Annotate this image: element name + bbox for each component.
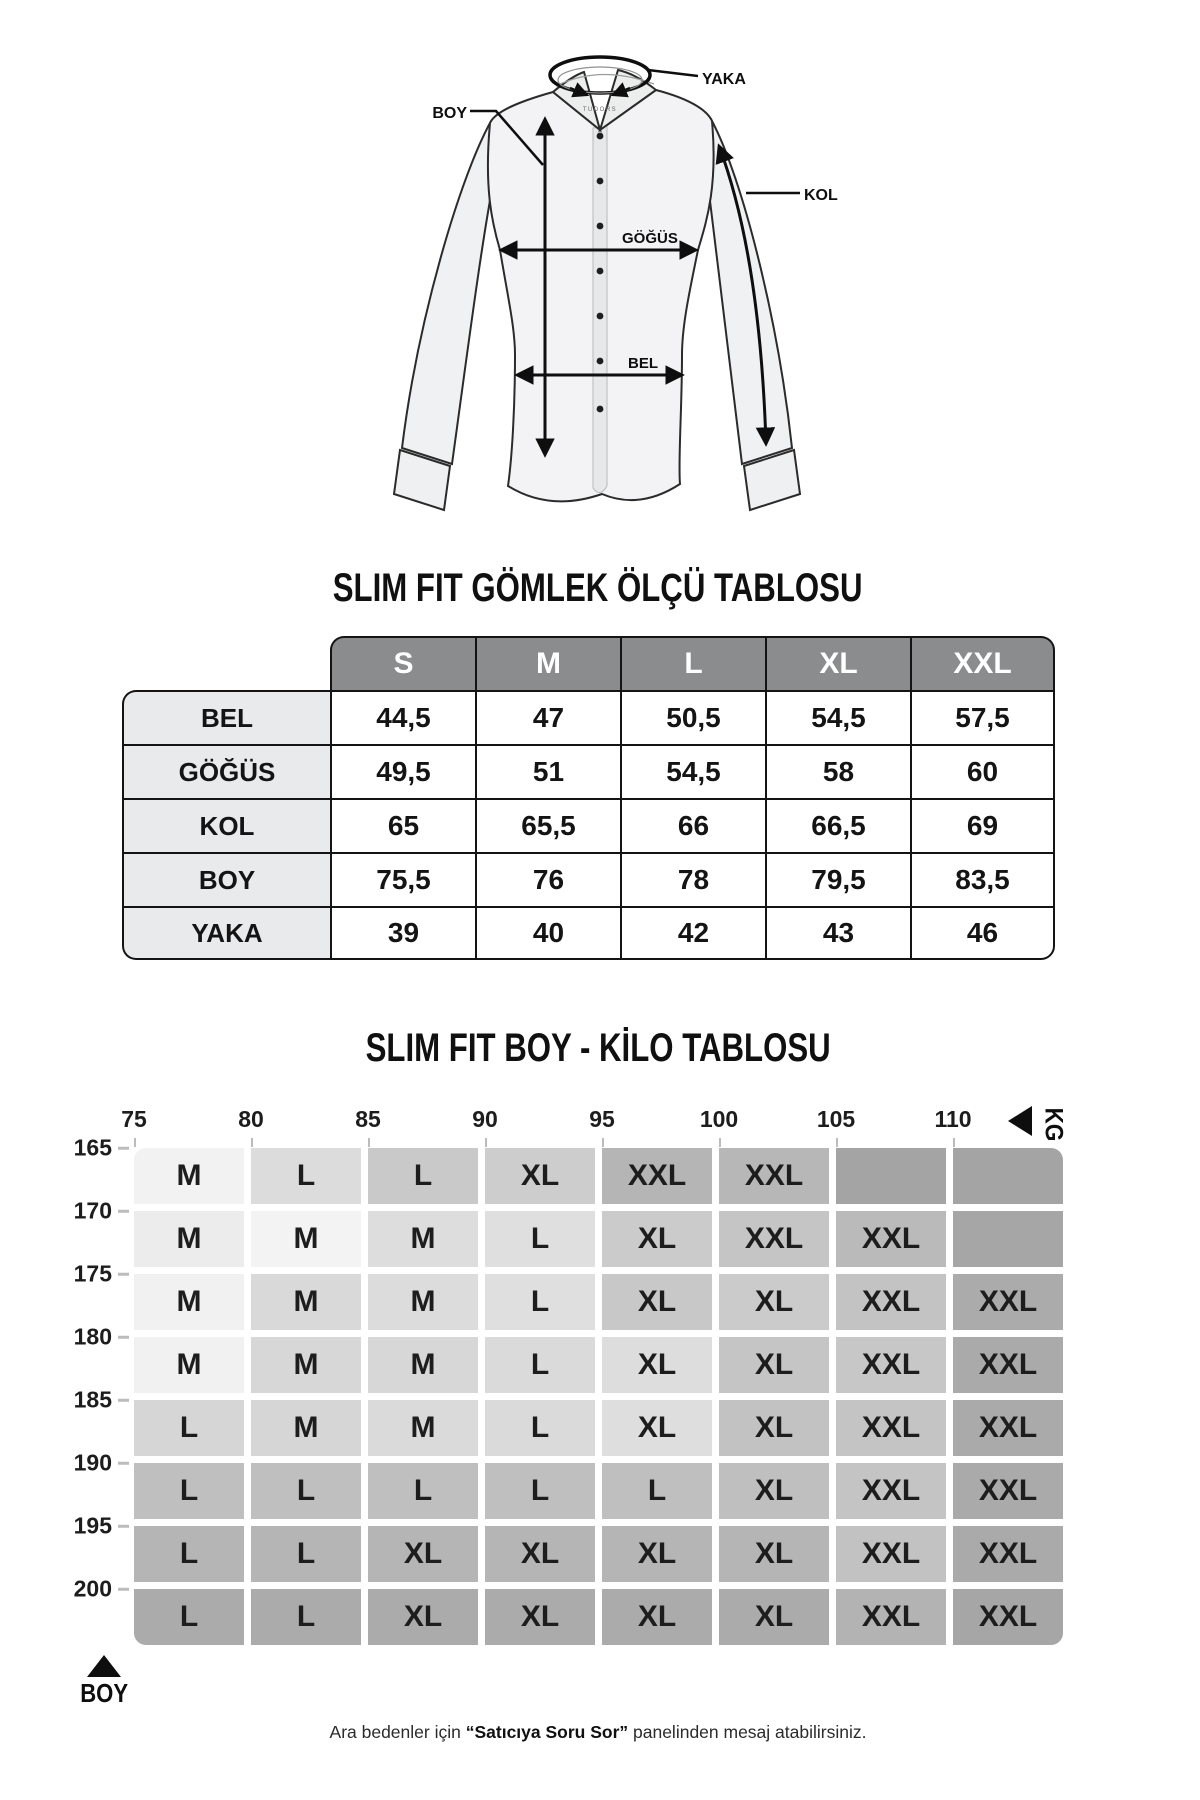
- kg-tick-mark: [836, 1138, 838, 1147]
- col-header-l: L: [620, 636, 765, 690]
- table-cell: 66: [620, 798, 765, 852]
- size-cell: XL: [485, 1526, 595, 1582]
- boy-tick-mark: [118, 1336, 129, 1339]
- size-cell: XL: [485, 1589, 595, 1645]
- size-cell: XXL: [836, 1589, 946, 1645]
- table-cell: 69: [910, 798, 1055, 852]
- size-cell: [836, 1148, 946, 1204]
- boy-tick-mark: [118, 1210, 129, 1213]
- size-cell: XXL: [836, 1274, 946, 1330]
- table-cell: 47: [475, 690, 620, 744]
- size-cell: XXL: [953, 1400, 1063, 1456]
- size-matrix: [134, 1148, 1063, 1645]
- row-header-yaka: YAKA: [122, 906, 330, 960]
- size-cell: L: [368, 1148, 478, 1204]
- size-table-title: SLIM FIT GÖMLEK ÖLÇÜ TABLOSU: [333, 566, 863, 610]
- size-cell: M: [134, 1274, 244, 1330]
- kg-tick-mark: [719, 1138, 721, 1147]
- size-cell: L: [602, 1463, 712, 1519]
- boy-axis-marker: [72, 1655, 136, 1709]
- size-cell: L: [485, 1400, 595, 1456]
- boy-tick-mark: [118, 1273, 129, 1276]
- kg-tick: 110: [934, 1106, 972, 1132]
- kg-tick-mark: [485, 1138, 487, 1147]
- size-cell: M: [251, 1337, 361, 1393]
- footer-prefix: Ara bedenler için: [329, 1722, 466, 1742]
- table-cell: 60: [910, 744, 1055, 798]
- kg-tick: 100: [699, 1106, 739, 1132]
- size-cell: M: [251, 1211, 361, 1267]
- size-cell: XL: [719, 1274, 829, 1330]
- size-cell: XXL: [836, 1526, 946, 1582]
- kg-tick-mark: [953, 1138, 955, 1147]
- boy-tick: 180: [73, 1323, 112, 1350]
- size-cell: L: [251, 1463, 361, 1519]
- row-header-gogus: GÖĞÜS: [122, 744, 330, 798]
- size-cell: L: [134, 1400, 244, 1456]
- table-cell: 83,5: [910, 852, 1055, 906]
- size-cell: XL: [602, 1589, 712, 1645]
- size-cell: XL: [719, 1400, 829, 1456]
- size-cell: XXL: [719, 1148, 829, 1204]
- size-cell: M: [251, 1274, 361, 1330]
- shirt-diagram: [310, 18, 870, 538]
- gogus-label: GÖĞÜS: [622, 230, 678, 247]
- boy-label: BOY: [432, 105, 467, 122]
- table-cell: 79,5: [765, 852, 910, 906]
- size-cell: L: [134, 1589, 244, 1645]
- size-cell: M: [368, 1337, 478, 1393]
- size-cell: M: [368, 1211, 478, 1267]
- table-cell: 42: [620, 906, 765, 960]
- col-header-m: M: [475, 636, 620, 690]
- table-cell: 50,5: [620, 690, 765, 744]
- kg-tick-mark: [602, 1138, 604, 1147]
- brand-mark: TUDORS: [582, 107, 618, 113]
- row-header-bel: BEL: [122, 690, 330, 744]
- size-cell: XL: [602, 1211, 712, 1267]
- size-cell: XXL: [953, 1274, 1063, 1330]
- table-cell: 49,5: [330, 744, 475, 798]
- kg-tick: 80: [238, 1106, 264, 1132]
- kg-tick: 95: [589, 1106, 615, 1132]
- table-cell: 46: [910, 906, 1055, 960]
- size-cell: [953, 1211, 1063, 1267]
- boy-tick: 190: [73, 1449, 112, 1476]
- boy-tick: 195: [73, 1512, 112, 1539]
- kol-label: KOL: [804, 187, 838, 204]
- row-header-kol: KOL: [122, 798, 330, 852]
- table-cell: 78: [620, 852, 765, 906]
- yaka-label: YAKA: [702, 71, 746, 88]
- boy-tick-mark: [118, 1399, 129, 1402]
- kg-axis-label: KG: [1039, 1107, 1068, 1142]
- boy-tick-mark: [118, 1525, 129, 1528]
- size-cell: M: [134, 1337, 244, 1393]
- table-corner-spacer: [122, 636, 330, 688]
- size-cell: L: [368, 1463, 478, 1519]
- size-cell: XL: [602, 1274, 712, 1330]
- size-cell: XL: [602, 1400, 712, 1456]
- size-cell: XL: [602, 1526, 712, 1582]
- table-cell: 66,5: [765, 798, 910, 852]
- size-cell: XXL: [836, 1463, 946, 1519]
- size-cell: M: [134, 1211, 244, 1267]
- size-cell: XXL: [836, 1337, 946, 1393]
- size-cell: XL: [719, 1337, 829, 1393]
- table-cell: 43: [765, 906, 910, 960]
- col-header-s: S: [330, 636, 475, 690]
- size-cell: L: [134, 1526, 244, 1582]
- size-cell: L: [485, 1274, 595, 1330]
- kg-tick: 75: [121, 1106, 147, 1132]
- table-cell: 65,5: [475, 798, 620, 852]
- col-header-xl: XL: [765, 636, 910, 690]
- boy-tick: 200: [73, 1575, 112, 1602]
- size-cell: L: [485, 1211, 595, 1267]
- size-cell: M: [134, 1148, 244, 1204]
- kg-tick: 105: [816, 1106, 856, 1132]
- kg-tick-mark: [134, 1138, 136, 1147]
- boy-tick: 170: [73, 1197, 112, 1224]
- bel-label: BEL: [628, 355, 658, 372]
- size-cell: XXL: [602, 1148, 712, 1204]
- col-header-xxl: XXL: [910, 636, 1055, 690]
- size-cell: M: [368, 1274, 478, 1330]
- size-cell: L: [485, 1463, 595, 1519]
- size-cell: XXL: [953, 1463, 1063, 1519]
- size-cell: L: [251, 1589, 361, 1645]
- size-cell: XL: [368, 1526, 478, 1582]
- boy-tick-mark: [118, 1588, 129, 1591]
- kg-axis-marker: [1008, 1104, 1072, 1142]
- size-cell: XXL: [836, 1400, 946, 1456]
- table-cell: 65: [330, 798, 475, 852]
- boy-arrow-icon: [87, 1655, 121, 1677]
- table-cell: 40: [475, 906, 620, 960]
- size-cell: XXL: [836, 1211, 946, 1267]
- size-cell: M: [368, 1400, 478, 1456]
- row-header-boy: BOY: [122, 852, 330, 906]
- table-cell: 76: [475, 852, 620, 906]
- weight-height-chart: [60, 1098, 1140, 1738]
- yaka-callout-line: [648, 70, 698, 76]
- boy-axis-label: BOY: [80, 1678, 128, 1708]
- size-cell: XL: [368, 1589, 478, 1645]
- table-cell: 54,5: [620, 744, 765, 798]
- size-cell: XL: [602, 1337, 712, 1393]
- weight-chart-title: SLIM FIT BOY - KİLO TABLOSU: [365, 1026, 831, 1070]
- table-cell: 51: [475, 744, 620, 798]
- size-cell: XL: [719, 1526, 829, 1582]
- size-cell: XXL: [719, 1211, 829, 1267]
- kg-tick: 90: [472, 1106, 498, 1132]
- size-cell: L: [251, 1148, 361, 1204]
- size-cell: XL: [485, 1148, 595, 1204]
- kg-tick-mark: [251, 1138, 253, 1147]
- table-cell: 57,5: [910, 690, 1055, 744]
- kg-arrow-icon: [1008, 1106, 1032, 1136]
- size-cell: XL: [719, 1463, 829, 1519]
- kg-tick: 85: [355, 1106, 381, 1132]
- size-cell: L: [251, 1526, 361, 1582]
- footer-highlight: “Satıcıya Soru Sor”: [465, 1722, 629, 1742]
- size-table: [122, 636, 1055, 960]
- boy-tick-mark: [118, 1462, 129, 1465]
- table-cell: 75,5: [330, 852, 475, 906]
- size-cell: XXL: [953, 1526, 1063, 1582]
- footer-note: [0, 1722, 1196, 1743]
- size-cell: [953, 1148, 1063, 1204]
- size-cell: M: [251, 1400, 361, 1456]
- kg-tick-mark: [368, 1138, 370, 1147]
- table-cell: 54,5: [765, 690, 910, 744]
- boy-tick: 165: [73, 1134, 112, 1161]
- boy-tick: 175: [73, 1260, 112, 1287]
- footer-suffix: panelinden mesaj atabilirsiniz.: [628, 1722, 867, 1742]
- shirt-right-sleeve: [706, 121, 792, 464]
- size-cell: XXL: [953, 1589, 1063, 1645]
- size-cell: XL: [719, 1589, 829, 1645]
- boy-tick: 185: [73, 1386, 112, 1413]
- size-cell: L: [134, 1463, 244, 1519]
- size-cell: XXL: [953, 1337, 1063, 1393]
- size-cell: L: [485, 1337, 595, 1393]
- shirt-left-sleeve: [402, 123, 496, 464]
- table-cell: 39: [330, 906, 475, 960]
- table-cell: 44,5: [330, 690, 475, 744]
- table-cell: 58: [765, 744, 910, 798]
- boy-tick-mark: [118, 1147, 129, 1150]
